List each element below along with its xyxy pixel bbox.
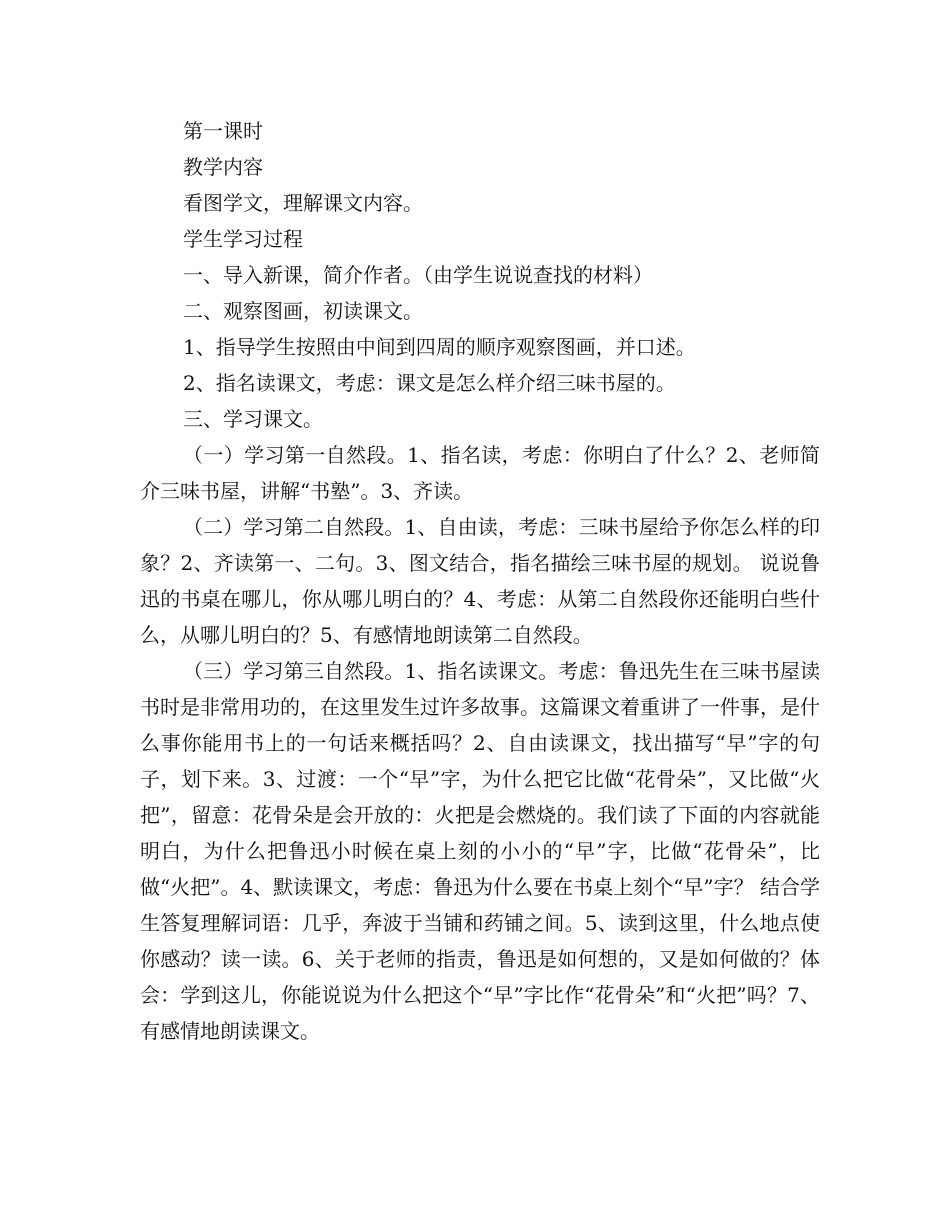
section-heading-process: 学生学习过程 [183,227,303,251]
step-two: 二、观察图画，初读课文。 [183,299,423,323]
paragraph-study-1: （一）学习第一自然段。1、指名读，考虑：你明白了什么？2、老师简介三味书屋，讲解“书塾”。3、齐读。 [140,443,820,503]
step-one: 一、导入新课，简介作者。（由学生说说查找的材料） [183,263,653,287]
step-three: 三、学习课文。 [183,407,323,431]
step-two-item-2: 2、指名读课文，考虑：课文是怎么样介绍三味书屋的。 [183,371,676,395]
lesson-title: 第一课时 [183,119,263,143]
paragraph-study-3: （三）学习第三自然段。1、指名读课文。考虑：鲁迅先生在三味书屋读书时是非常用功的，在这里发生过许多故事。这篇课文着重讲了一件事，是什么事你能用书上的一句话来概括吗？2、自由读课文，找出描写“早”字的句子，划下来。3、过渡：一个“早”字，为什么把它比做“花骨朵”，又比做“火把”，留意：花骨朵是会开放的：火把是会燃烧的。我们读了下面的内容就能明白，为什么把鲁迅小时候在桌上刻的小小的“早”字，比做“花骨朵”，比做“火把”。4、默读课文，考虑：鲁迅为什么要在书桌上刻个“早”字？ 结合学生答复理解词语：几乎，奔波于当铺和药铺之间。5、读到这里，什么地点使你感动？读一读。6、关于老师的指责，鲁迅是如何想的，又是如何做的？体会：学到这儿，你能说说为什么把这个“早”字比作“花骨朵”和“火把”吗？7、有感情地朗读课文。 [140,659,820,1043]
section-heading-content: 教学内容 [183,155,263,179]
paragraph-study-2: （二）学习第二自然段。1、自由读，考虑：三味书屋给予你怎么样的印象？2、齐读第一、二句。3、图文结合，指名描绘三味书屋的规划。 说说鲁迅的书桌在哪儿，你从哪儿明白的？4、考虑：从第二自然段你还能明白些什么，从哪儿明白的？5、有感情地朗读第二自然段。 [140,515,820,647]
document-page [140,113,820,1049]
step-two-item-1: 1、指导学生按照由中间到四周的顺序观察图画，并口述。 [183,335,696,359]
content-text: 看图学文，理解课文内容。 [183,191,423,215]
